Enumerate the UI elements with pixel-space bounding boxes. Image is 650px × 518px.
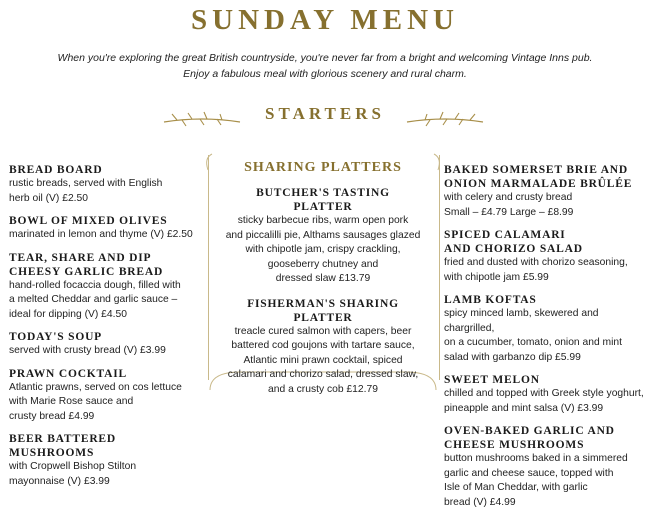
item-name: PRAWN COCKTAIL [9, 367, 128, 380]
item-desc: bread (V) £4.99 [444, 496, 516, 508]
item-name: FISHERMAN'S SHARING PLATTER [247, 297, 399, 324]
item-desc: button mushrooms baked in a simmered [444, 453, 628, 464]
menu-item [9, 163, 204, 206]
item-name: SPICED CALAMARI AND CHORIZO SALAD [444, 229, 583, 255]
item-desc: ideal for dipping (V) £4.50 [9, 308, 127, 320]
item-desc: Small – £4.79 Large – £8.99 [444, 206, 574, 218]
menu-item [444, 424, 649, 510]
starters-left-column [9, 163, 204, 497]
item-desc: Atlantic mini prawn cocktail, spiced [243, 354, 403, 366]
sharing-platters-list [212, 186, 434, 407]
item-desc: battered cod goujons with tartare sauce, [231, 340, 415, 351]
item-desc: with celery and crusty bread [444, 192, 573, 203]
item-desc: treacle cured salmon with capers, beer [234, 325, 412, 337]
menu-item [444, 228, 649, 285]
item-name: BOWL OF MIXED OLIVES [9, 215, 168, 227]
item-desc: salad with garbanzo dip £5.99 [444, 351, 581, 363]
item-desc: gooseberry chutney and [267, 258, 379, 270]
item-desc: a melted Cheddar and garlic sauce – [9, 294, 178, 305]
item-desc: and piccalilli pie, Althams sausages glazed [225, 229, 421, 241]
item-desc: Atlantic prawns, served on cos lettuce [9, 381, 182, 393]
item-name: BREAD BOARD [9, 164, 103, 176]
item-desc: sticky barbecue ribs, warm open pork [237, 215, 409, 226]
item-desc: crusty bread £4.99 [9, 410, 95, 422]
item-desc: Isle of Man Cheddar, with garlic [444, 482, 588, 493]
menu-item [9, 330, 204, 359]
item-name: OVEN-BAKED GARLIC AND CHEESE MUSHROOMS [444, 425, 615, 451]
menu-item [444, 163, 649, 220]
item-desc: marinated in lemon and thyme (V) £2.50 [9, 229, 193, 240]
item-name: LAMB KOFTAS [444, 294, 537, 306]
item-desc: rustic breads, served with English [9, 178, 163, 189]
item-desc: with Marie Rose sauce and [9, 396, 134, 407]
item-desc: served with crusty bread (V) £3.99 [9, 345, 166, 356]
item-desc: mayonnaise (V) £3.99 [9, 475, 110, 487]
menu-item [212, 186, 434, 287]
item-desc: spicy minced lamb, skewered and chargrilled, [444, 308, 599, 334]
item-desc: with chipotle jam £5.99 [444, 271, 549, 283]
intro-line: Enjoy a fabulous meal with glorious scenery and rural charm. [183, 68, 467, 80]
item-name: TEAR, SHARE AND DIP CHEESY GARLIC BREAD [9, 251, 164, 278]
item-desc: fried and dusted with chorizo seasoning, [444, 257, 628, 268]
section-heading-starters: STARTERS [265, 104, 385, 123]
intro-text [0, 50, 650, 82]
item-name: BUTCHER'S TASTING PLATTER [256, 187, 390, 213]
item-desc: garlic and cheese sauce, topped with [444, 467, 614, 479]
menu-title: SUNDAY MENU [191, 4, 459, 36]
sprig-right-icon [405, 110, 485, 130]
item-desc: calamari and chorizo salad, dressed slaw, [227, 369, 419, 380]
item-desc: dressed slaw £13.79 [275, 273, 371, 284]
item-desc: on a cucumber, tomato, onion and mint [444, 337, 623, 348]
item-desc: herb oil (V) £2.50 [9, 192, 88, 204]
item-name: TODAY'S SOUP [9, 331, 103, 343]
starters-right-column [444, 163, 649, 518]
item-desc: hand-rolled focaccia dough, filled with [9, 279, 181, 291]
menu-item [212, 297, 434, 398]
item-desc: pineapple and mint salsa (V) £3.99 [444, 402, 604, 414]
item-name: BAKED SOMERSET BRIE AND ONION MARMALADE BRÛLÉE [444, 164, 633, 190]
item-desc: with Cropwell Bishop Stilton [9, 461, 137, 472]
item-name: SWEET MELON [444, 374, 540, 386]
intro-line: When you're exploring the great British countryside, you're never far from a bright and welcoming Vintage Inns pub. [57, 52, 593, 64]
menu-item [444, 293, 649, 365]
item-desc: with chipotle jam, crispy crackling, [245, 244, 401, 255]
menu-item [9, 432, 204, 489]
menu-item [9, 367, 204, 425]
item-desc: and a crusty cob £12.79 [268, 383, 378, 395]
menu-item [444, 373, 649, 416]
sharing-platters-heading: SHARING PLATTERS [244, 160, 402, 175]
menu-item [9, 214, 204, 243]
item-desc: chilled and topped with Greek style yoghurt, [444, 388, 644, 399]
menu-item [9, 251, 204, 323]
item-name: BEER BATTERED MUSHROOMS [9, 433, 117, 459]
